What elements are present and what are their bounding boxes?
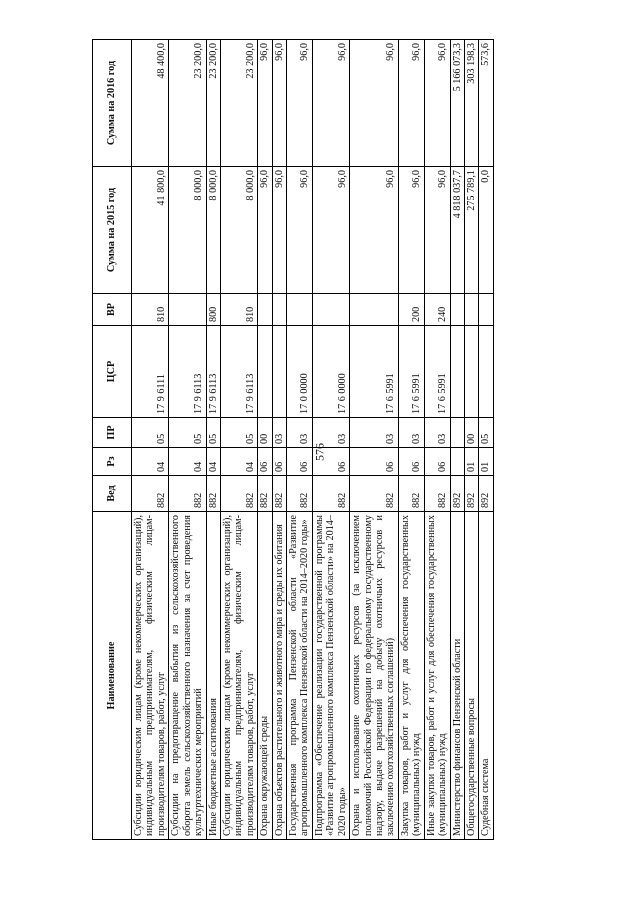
cell-pr: 03 (272, 418, 286, 448)
cell-vr (479, 294, 493, 326)
cell-sum-2015: 4 818 037,7 (450, 167, 464, 294)
cell-rz: 06 (287, 448, 313, 476)
cell-pr: 03 (287, 418, 313, 448)
cell-sum-2016: 48 400,0 (132, 40, 169, 167)
cell-sum-2016: 573,6 (479, 40, 493, 167)
cell-csr (272, 326, 286, 418)
cell-ved: 882 (350, 476, 399, 512)
cell-sum-2015: 96,0 (424, 167, 450, 294)
cell-sum-2015: 96,0 (287, 167, 313, 294)
cell-rz: 01 (479, 448, 493, 476)
cell-ved: 882 (398, 476, 424, 512)
cell-csr (258, 326, 272, 418)
cell-vr (350, 294, 399, 326)
cell-vr: 810 (132, 294, 169, 326)
cell-sum-2016: 96,0 (350, 40, 399, 167)
cell-pr: 00 (464, 418, 478, 448)
cell-sum-2016: 96,0 (424, 40, 450, 167)
cell-vr (169, 294, 206, 326)
cell-rz: 04 (132, 448, 169, 476)
cell-sum-2016: 96,0 (272, 40, 286, 167)
cell-vr: 800 (206, 294, 220, 326)
cell-vr (464, 294, 478, 326)
cell-sum-2015: 96,0 (312, 167, 349, 294)
cell-vr (312, 294, 349, 326)
cell-name: Закупка товаров, работ и услуг для обеспечения государственных (муниципальных) нужд (398, 512, 424, 840)
cell-sum-2015: 8 000,0 (220, 167, 257, 294)
cell-ved: 882 (258, 476, 272, 512)
header-csr: ЦСР (93, 326, 132, 418)
cell-rz: 06 (258, 448, 272, 476)
cell-sum-2016: 96,0 (258, 40, 272, 167)
cell-csr: 17 6 5991 (424, 326, 450, 418)
cell-rz: 06 (398, 448, 424, 476)
cell-rz: 06 (272, 448, 286, 476)
cell-name: Подпрограмма «Обеспечение реализации государственной программы «Развитие агропромышленного комплекса Пензенской области» на 2014–2020 годы» (312, 512, 349, 840)
header-vr: ВР (93, 294, 132, 326)
cell-ved: 882 (287, 476, 313, 512)
header-rz: Рз (93, 448, 132, 476)
cell-csr (464, 326, 478, 418)
cell-rz: 06 (350, 448, 399, 476)
cell-rz: 04 (206, 448, 220, 476)
cell-name: Субсидии на предотвращение выбытия из сельскохозяйственного оборота земель сельскохозяйственного назначения за счет проведения культуртехнических мероприятий (169, 512, 206, 840)
cell-sum-2015: 0,0 (479, 167, 493, 294)
cell-name: Иные бюджетные ассигнования (206, 512, 220, 840)
header-sum-2015: Сумма на 2015 год (93, 167, 132, 294)
cell-csr (450, 326, 464, 418)
cell-rz: 06 (424, 448, 450, 476)
cell-vr: 200 (398, 294, 424, 326)
header-ved: Вед (93, 476, 132, 512)
cell-ved: 892 (464, 476, 478, 512)
cell-name: Субсидии юридическим лицам (кроме некоммерческих организаций), индивидуальным предпринимателям, физическим лицам-производителям товаров, работ, услуг (220, 512, 257, 840)
cell-csr: 17 9 6113 (220, 326, 257, 418)
cell-pr: 05 (220, 418, 257, 448)
table-row (206, 40, 220, 840)
header-sum-2016: Сумма на 2016 год (93, 40, 132, 167)
table-row (258, 40, 272, 840)
cell-pr: 03 (312, 418, 349, 448)
cell-ved: 882 (132, 476, 169, 512)
cell-sum-2015: 275 789,1 (464, 167, 478, 294)
cell-sum-2016: 23 200,0 (169, 40, 206, 167)
cell-rz: 06 (312, 448, 349, 476)
cell-rz: 01 (464, 448, 478, 476)
cell-rz: 04 (169, 448, 206, 476)
cell-rz (450, 448, 464, 476)
cell-pr: 05 (132, 418, 169, 448)
cell-csr: 17 6 5991 (398, 326, 424, 418)
cell-vr: 240 (424, 294, 450, 326)
cell-sum-2016: 303 198,3 (464, 40, 478, 167)
table-row (287, 40, 313, 840)
cell-vr (258, 294, 272, 326)
cell-ved: 882 (424, 476, 450, 512)
cell-ved: 882 (169, 476, 206, 512)
cell-ved: 882 (312, 476, 349, 512)
cell-sum-2015: 96,0 (258, 167, 272, 294)
cell-sum-2016: 5 166 073,3 (450, 40, 464, 167)
cell-sum-2016: 23 200,0 (206, 40, 220, 167)
cell-sum-2016: 96,0 (287, 40, 313, 167)
cell-sum-2015: 96,0 (272, 167, 286, 294)
cell-pr: 03 (398, 418, 424, 448)
cell-sum-2015: 8 000,0 (206, 167, 220, 294)
cell-sum-2016: 96,0 (398, 40, 424, 167)
cell-sum-2015: 96,0 (398, 167, 424, 294)
cell-rz: 04 (220, 448, 257, 476)
cell-name: Судебная система (479, 512, 493, 840)
cell-vr (450, 294, 464, 326)
cell-name: Субсидии юридическим лицам (кроме некоммерческих организаций), индивидуальным предпринимателям, физическим лицам-производителям товаров, работ, услуг (132, 512, 169, 840)
cell-sum-2015: 41 800,0 (132, 167, 169, 294)
header-pr: ПР (93, 418, 132, 448)
table-row (350, 40, 399, 840)
cell-name: Министерство финансов Пензенской области (450, 512, 464, 840)
cell-csr (479, 326, 493, 418)
table-row (424, 40, 450, 840)
cell-ved: 882 (272, 476, 286, 512)
cell-name: Государственная программа Пензенской области «Развитие агропромышленного комплекса Пензенской области на 2014–2020 годы» (287, 512, 313, 840)
cell-vr: 810 (220, 294, 257, 326)
cell-sum-2016: 96,0 (312, 40, 349, 167)
table-row (398, 40, 424, 840)
cell-pr (450, 418, 464, 448)
rotated-page (92, 40, 557, 840)
table-row (272, 40, 286, 840)
cell-csr: 17 6 0000 (312, 326, 349, 418)
budget-table (92, 39, 494, 840)
cell-ved: 892 (450, 476, 464, 512)
table-row (450, 40, 464, 840)
page-number: 576 (312, 443, 327, 461)
cell-name: Охрана объектов растительного и животного мира и среды их обитания (272, 512, 286, 840)
cell-name: Охрана окружающей среды (258, 512, 272, 840)
cell-vr (272, 294, 286, 326)
header-name: Наименование (93, 512, 132, 840)
cell-sum-2015: 96,0 (350, 167, 399, 294)
cell-csr: 17 9 6113 (206, 326, 220, 418)
table-row (132, 40, 169, 840)
cell-sum-2015: 8 000,0 (169, 167, 206, 294)
cell-ved: 882 (220, 476, 257, 512)
cell-csr: 17 9 6113 (169, 326, 206, 418)
cell-name: Общегосударственные вопросы (464, 512, 478, 840)
cell-pr: 05 (169, 418, 206, 448)
cell-ved: 882 (206, 476, 220, 512)
cell-pr: 05 (206, 418, 220, 448)
cell-pr: 05 (479, 418, 493, 448)
table-row (479, 40, 493, 840)
cell-pr: 03 (424, 418, 450, 448)
cell-csr: 17 0 0000 (287, 326, 313, 418)
cell-csr: 17 6 5991 (350, 326, 399, 418)
table-row (220, 40, 257, 840)
cell-sum-2016: 23 200,0 (220, 40, 257, 167)
cell-vr (287, 294, 313, 326)
cell-csr: 17 9 6111 (132, 326, 169, 418)
cell-name: Иные закупки товаров, работ и услуг для обеспечения государственных (муниципальных) нужд (424, 512, 450, 840)
table-row (464, 40, 478, 840)
table-row (169, 40, 206, 840)
cell-name: Охрана и использование охотничьих ресурсов (за исключением полномочий Российской Федерации по федеральному государственному надзору, выдаче разрешений на добычу охотничьих ресурсов и заключению охотхозяйственных соглашений) (350, 512, 399, 840)
cell-ved: 892 (479, 476, 493, 512)
cell-pr: 00 (258, 418, 272, 448)
table-header-row (93, 40, 132, 840)
cell-pr: 03 (350, 418, 399, 448)
table-row (312, 40, 349, 840)
